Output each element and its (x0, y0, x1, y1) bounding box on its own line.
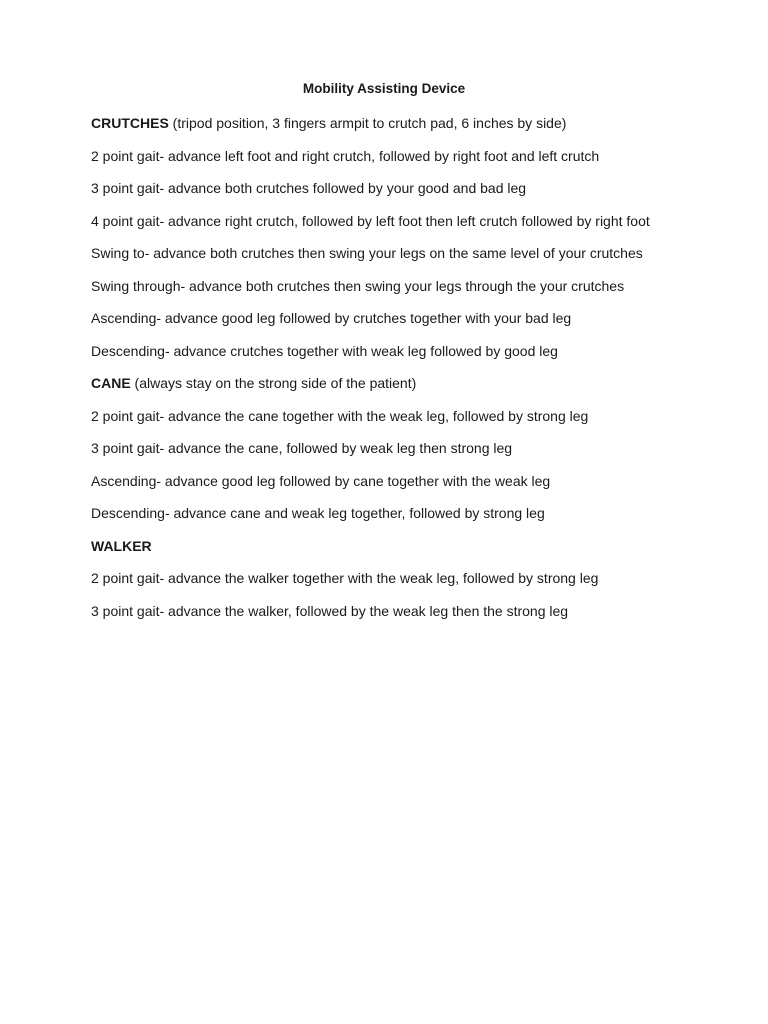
cane-item: Ascending- advance good leg followed by cane together with the weak leg (91, 472, 551, 489)
walker-item: 3 point gait- advance the walker, followed by the weak leg then the strong leg (91, 602, 569, 619)
crutches-item: 2 point gait- advance left foot and right crutch, followed by right foot and left crutch (91, 147, 600, 164)
crutches-heading (91, 113, 677, 135)
cane-heading-label: CANE (91, 375, 131, 391)
walker-item: 2 point gait- advance the walker together with the weak leg, followed by strong leg (91, 570, 599, 586)
crutches-item: Swing to- advance both crutches then swing your legs on the same level of your crutches (91, 245, 643, 261)
walker-heading-label: WALKER (91, 537, 152, 554)
cane-heading (91, 373, 677, 395)
page-title: Mobility Assisting Device (302, 81, 466, 96)
cane-item: 2 point gait- advance the cane together with the weak leg, followed by strong leg (91, 407, 589, 424)
crutches-item: Ascending- advance good leg followed by crutches together with your bad leg (91, 310, 572, 326)
crutches-heading-label: CRUTCHES (91, 115, 169, 131)
cane-item: Descending- advance cane and weak leg together, followed by strong leg (91, 505, 545, 521)
document-body (91, 113, 677, 633)
crutches-item: 3 point gait- advance both crutches followed by your good and bad leg (91, 180, 527, 196)
crutches-item: Descending- advance crutches together with weak leg followed by good leg (91, 342, 558, 359)
crutches-item: Swing through- advance both crutches then swing your legs through the your crutches (91, 277, 625, 294)
crutches-heading-note: (tripod position, 3 fingers armpit to crutch pad, 6 inches by side) (168, 115, 567, 131)
crutches-item: 4 point gait- advance right crutch, followed by left foot then left crutch followed by right foot (91, 212, 650, 229)
cane-heading-note: (always stay on the strong side of the patient) (130, 375, 417, 391)
walker-heading (91, 536, 677, 558)
cane-item: 3 point gait- advance the cane, followed by weak leg then strong leg (91, 440, 513, 456)
